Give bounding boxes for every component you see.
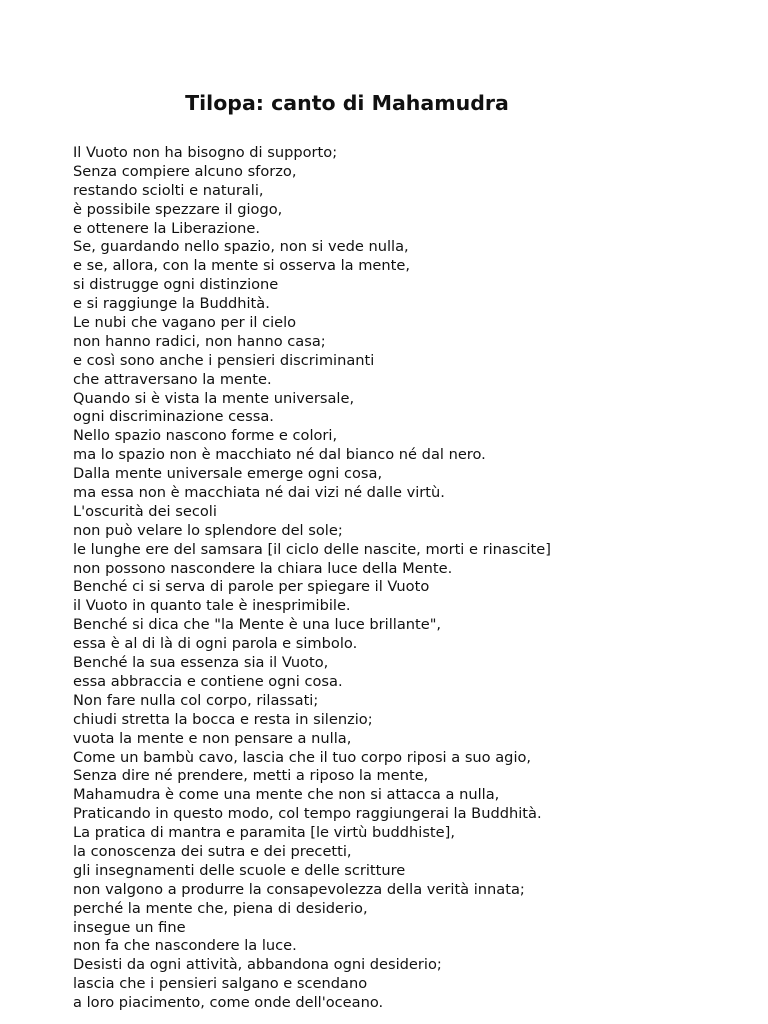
- poem-line: Quando si è vista la mente universale,: [73, 389, 355, 407]
- poem-line: Desisti da ogni attività, abbandona ogni desiderio;: [73, 956, 442, 974]
- poem-line: chiudi stretta la bocca e resta in silenzio;: [73, 710, 373, 728]
- poem-line: che attraversano la mente.: [73, 370, 272, 388]
- poem-line: e ottenere la Liberazione.: [73, 219, 261, 237]
- poem-line: La pratica di mantra e paramita [le virtù buddhiste],: [73, 824, 455, 842]
- poem-line: e se, allora, con la mente si osserva la mente,: [73, 257, 410, 275]
- poem-line: Come un bambù cavo, lascia che il tuo corpo riposi a suo agio,: [73, 748, 532, 766]
- poem-line: ogni discriminazione cessa.: [73, 408, 274, 426]
- poem-line: si distrugge ogni distinzione: [73, 276, 279, 294]
- poem-line: Se, guardando nello spazio, non si vede nulla,: [73, 238, 409, 256]
- poem-line: non hanno radici, non hanno casa;: [73, 332, 326, 350]
- poem-line: Mahamudra è come una mente che non si attacca a nulla,: [73, 786, 500, 804]
- poem-line: Senza compiere alcuno sforzo,: [73, 162, 297, 180]
- poem-line: e così sono anche i pensieri discriminanti: [73, 351, 375, 369]
- poem-line: il Vuoto in quanto tale è inesprimibile.: [73, 597, 351, 615]
- poem-line: le lunghe ere del samsara [il ciclo delle nascite, morti e rinascite]: [73, 540, 551, 558]
- poem-line: lascia che i pensieri salgano e scendano: [73, 975, 368, 993]
- poem-body: [73, 144, 763, 1013]
- poem-line: L'oscurità dei secoli: [73, 502, 217, 520]
- poem-line: è possibile spezzare il giogo,: [73, 200, 283, 218]
- poem-line: restando sciolti e naturali,: [73, 181, 264, 199]
- poem-line: a loro piacimento, come onde dell'oceano.: [73, 994, 384, 1012]
- poem-line: insegue un fine: [73, 918, 186, 936]
- poem-line: perché la mente che, piena di desiderio,: [73, 899, 368, 917]
- poem-line: Nello spazio nascono forme e colori,: [73, 427, 338, 445]
- poem-line: Non fare nulla col corpo, rilassati;: [73, 691, 319, 709]
- poem-line: Il Vuoto non ha bisogno di supporto;: [73, 144, 338, 161]
- poem-line: non possono nascondere la chiara luce della Mente.: [73, 559, 453, 577]
- poem-line: essa è al di là di ogni parola e simbolo.: [73, 635, 358, 653]
- poem-line: Benché ci si serva di parole per spiegare il Vuoto: [73, 578, 430, 596]
- poem-line: non può velare lo splendore del sole;: [73, 521, 343, 539]
- poem-line: la conoscenza dei sutra e dei precetti,: [73, 842, 352, 860]
- document-title: Tilopa: canto di Mahamudra: [185, 91, 509, 115]
- poem-line: Le nubi che vagano per il cielo: [73, 314, 297, 332]
- poem-line: non fa che nascondere la luce.: [73, 937, 297, 955]
- poem-line: Benché la sua essenza sia il Vuoto,: [73, 654, 329, 672]
- poem-line: gli insegnamenti delle scuole e delle scritture: [73, 861, 406, 879]
- poem-line: vuota la mente e non pensare a nulla,: [73, 729, 352, 747]
- poem-line: Dalla mente universale emerge ogni cosa,: [73, 465, 383, 483]
- poem-line: ma essa non è macchiata né dai vizi né dalle virtù.: [73, 484, 445, 502]
- poem-line: ma lo spazio non è macchiato né dal bianco né dal nero.: [73, 446, 486, 464]
- poem-line: Senza dire né prendere, metti a riposo la mente,: [73, 767, 429, 785]
- poem-line: e si raggiunge la Buddhità.: [73, 295, 270, 313]
- poem-line: essa abbraccia e contiene ogni cosa.: [73, 672, 343, 690]
- poem-line: non valgono a produrre la consapevolezza della verità innata;: [73, 880, 525, 898]
- poem-line: Benché si dica che "la Mente è una luce brillante",: [73, 616, 442, 634]
- poem-line: Praticando in questo modo, col tempo raggiungerai la Buddhità.: [73, 805, 542, 823]
